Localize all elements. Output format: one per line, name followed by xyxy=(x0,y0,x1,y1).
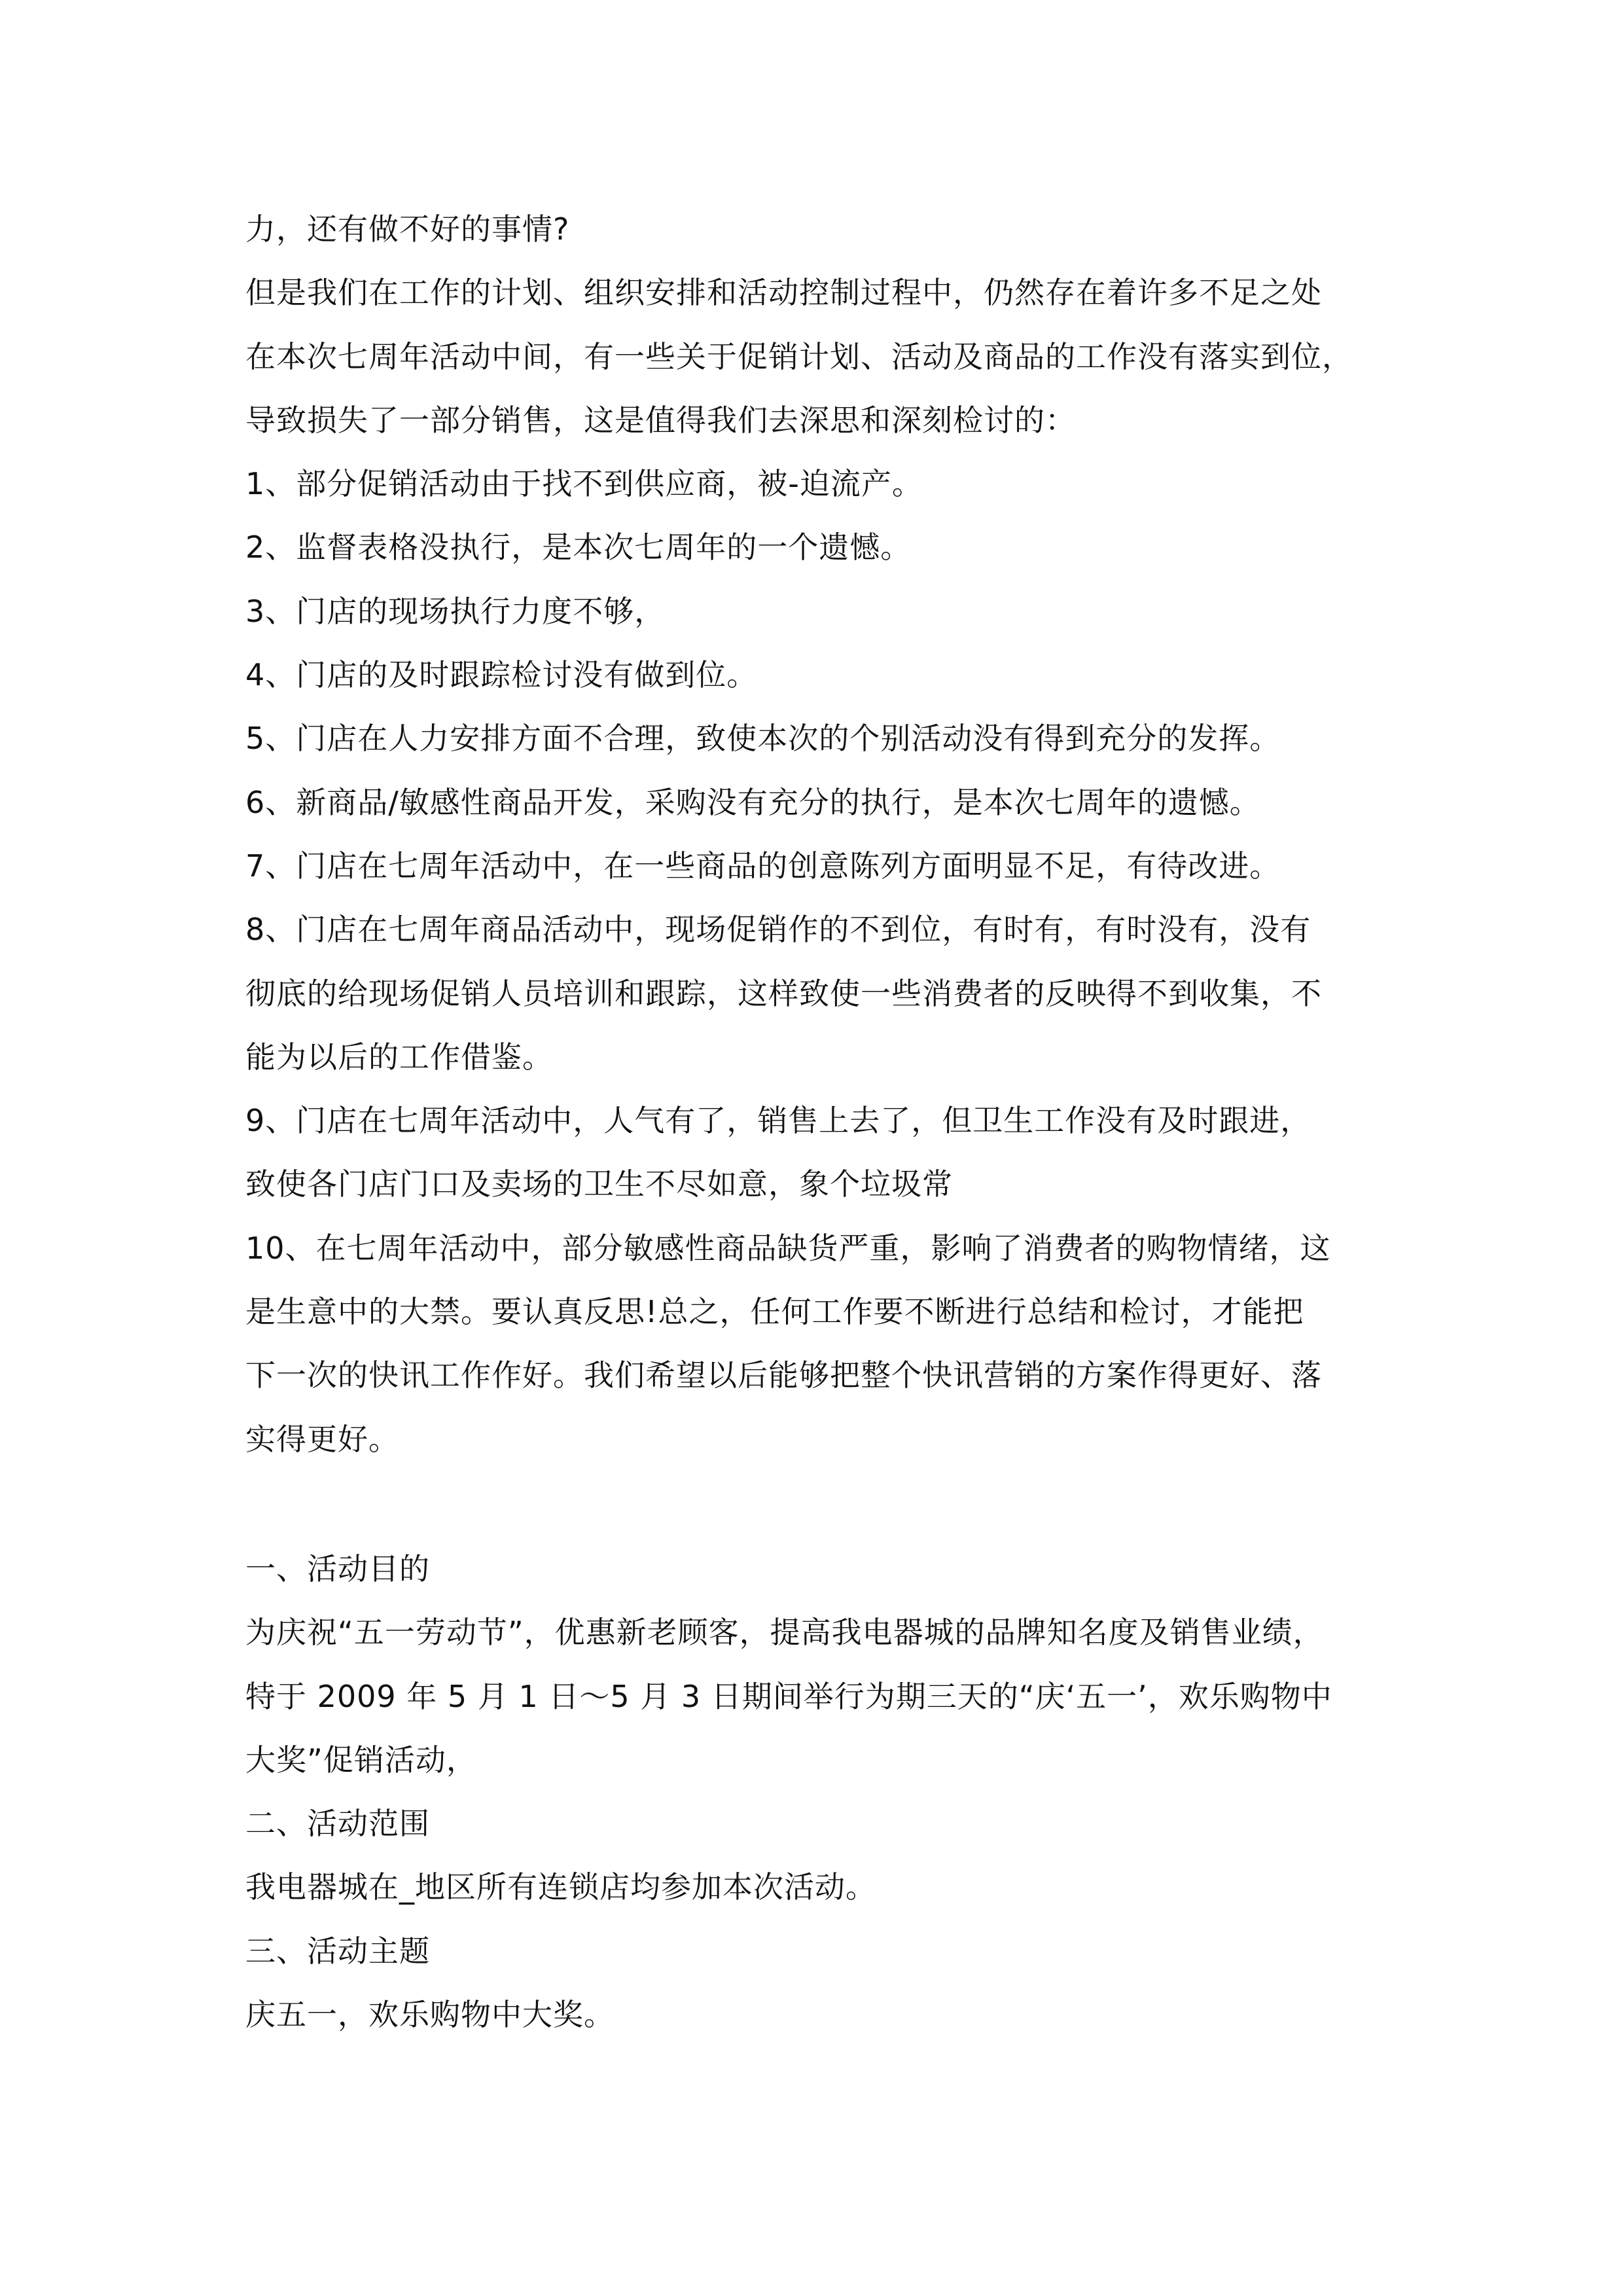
list-item: 9、门店在七周年活动中，人气有了，销售上去了，但卫生工作没有及时跟进， xyxy=(245,1103,1311,1139)
list-item: 2、监督表格没执行，是本次七周年的一个遗憾。 xyxy=(245,529,912,565)
text-line: 力，还有做不好的事情? xyxy=(245,211,570,247)
section-heading: 二、活动范围 xyxy=(245,1806,430,1842)
text-line: 致使各门店门口及卖场的卫生不尽如意，象个垃圾常 xyxy=(245,1166,953,1202)
text-line: 彻底的给现场促销人员培训和跟踪，这样致使一些消费者的反映得不到收集，不 xyxy=(245,975,1322,1011)
text-line: 导致损失了一部分销售，这是值得我们去深思和深刻检讨的： xyxy=(245,402,1076,438)
list-item: 10、在七周年活动中，部分敏感性商品缺货严重，影响了消费者的购物情绪，这 xyxy=(245,1230,1331,1266)
text-line: 庆五一，欢乐购物中大奖。 xyxy=(245,1997,615,2033)
text-line: 实得更好。 xyxy=(245,1421,399,1457)
section-heading: 一、活动目的 xyxy=(245,1551,430,1587)
text-line: 是生意中的大禁。要认真反思!总之，任何工作要不断进行总结和检讨，才能把 xyxy=(245,1294,1304,1330)
text-line: 大奖”促销活动， xyxy=(245,1742,477,1778)
list-item: 1、部分促销活动由于找不到供应商，被-迫流产。 xyxy=(245,466,923,502)
list-item: 7、门店在七周年活动中，在一些商品的创意陈列方面明显不足，有待改进。 xyxy=(245,848,1281,884)
list-item: 8、门店在七周年商品活动中，现场促销作的不到位，有时有，有时没有，没有 xyxy=(245,912,1311,948)
text-line: 在本次七周年活动中间，有一些关于促销计划、活动及商品的工作没有落实到位， xyxy=(245,338,1353,374)
text-line: 特于 2009 年 5 月 1 日～5 月 3 日期间举行为期三天的“庆‘五一’，欢乐购物中 xyxy=(245,1678,1332,1714)
list-item: 3、门店的现场执行力度不够， xyxy=(245,593,666,629)
list-item: 4、门店的及时跟踪检讨没有做到位。 xyxy=(245,657,758,693)
summary-section xyxy=(245,198,1410,1471)
section-heading: 三、活动主题 xyxy=(245,1933,430,1969)
activity-plan-section xyxy=(245,1537,1410,2047)
text-line: 但是我们在工作的计划、组织安排和活动控制过程中，仍然存在着许多不足之处 xyxy=(245,275,1322,311)
text-line: 下一次的快讯工作作好。我们希望以后能够把整个快讯营销的方案作得更好、落 xyxy=(245,1357,1322,1393)
text-line: 我电器城在_地区所有连锁店均参加本次活动。 xyxy=(245,1869,876,1905)
list-item: 6、新商品/敏感性商品开发，采购没有充分的执行，是本次七周年的遗憾。 xyxy=(245,784,1260,820)
text-line: 能为以后的工作借鉴。 xyxy=(245,1039,553,1075)
list-item: 5、门店在人力安排方面不合理，致使本次的个别活动没有得到充分的发挥。 xyxy=(245,721,1281,757)
text-line: 为庆祝“五一劳动节”，优惠新老顾客，提高我电器城的品牌知名度及销售业绩， xyxy=(245,1615,1324,1651)
